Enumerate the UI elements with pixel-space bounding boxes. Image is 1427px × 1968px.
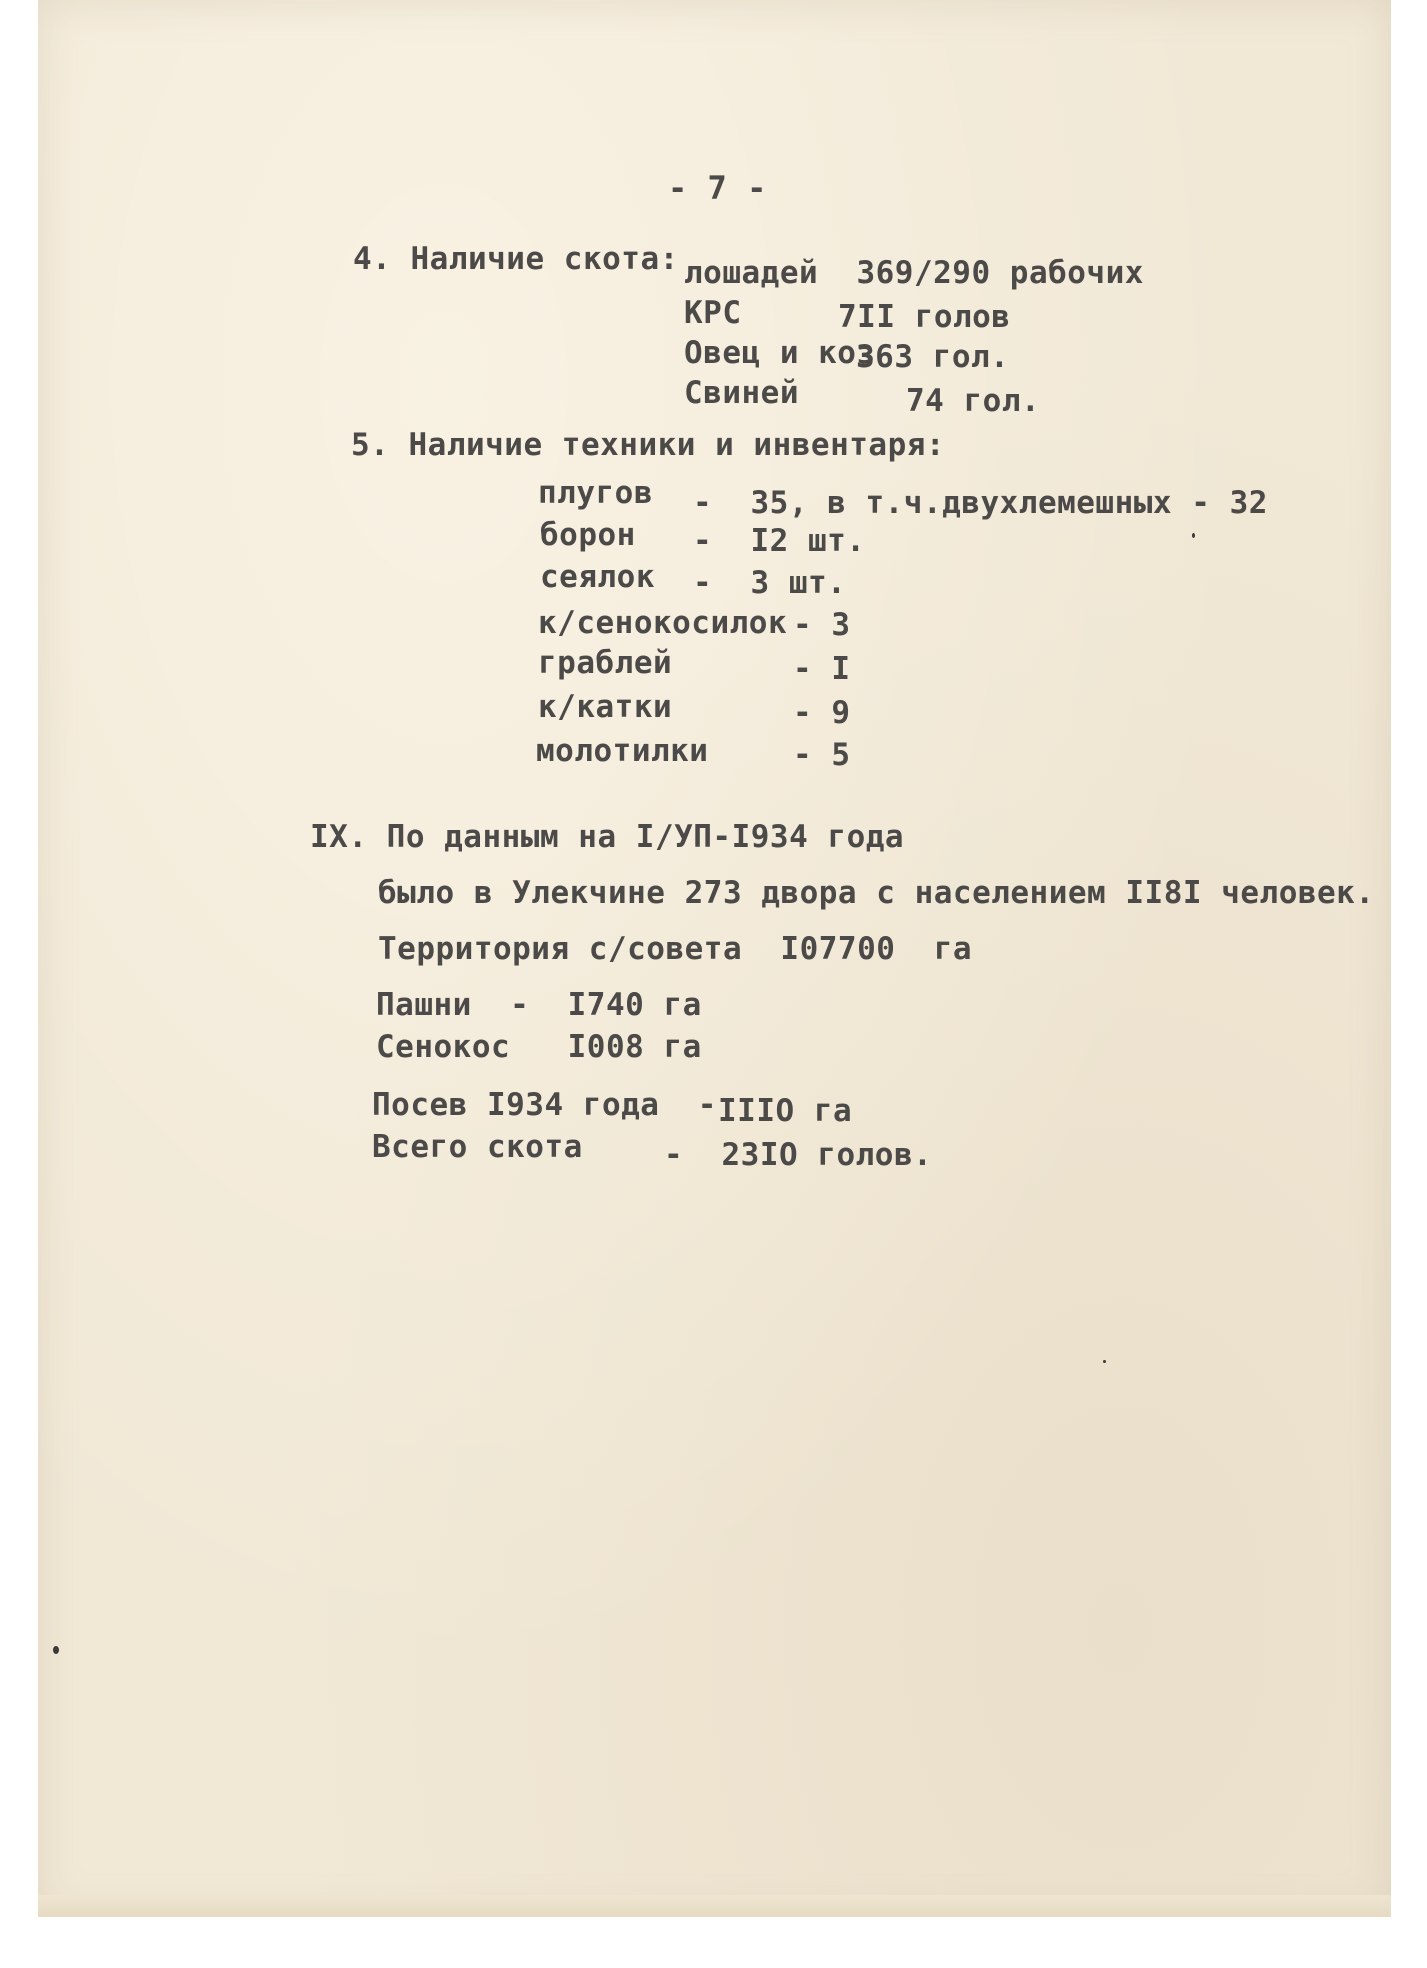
equipment-item-name: борон: [540, 517, 636, 553]
livestock-cattle-value: 7II голов: [838, 299, 1011, 335]
livestock-horses: лошадей 369/290 рабочих: [684, 255, 1144, 291]
section-ix-cattle-total-value: - 23IO голов.: [664, 1137, 933, 1173]
section-ix-households: было в Улекчине 273 двора с населением II8I человек.: [378, 875, 1375, 911]
section-ix-sown-label: Посев I934 года -: [372, 1087, 717, 1123]
livestock-pigs-value: 74 гол.: [906, 383, 1041, 419]
section-ix-territory: Территория с/совета I07700 га: [378, 931, 973, 967]
livestock-sheep-value: 363 гол.: [856, 339, 1010, 375]
equipment-item-name: сеялок: [540, 559, 655, 595]
section-ix-cattle-total-label: Всего скота: [372, 1129, 583, 1165]
section-ix-sown-value: IIIO га: [718, 1093, 853, 1129]
livestock-pigs-label: Свиней: [684, 375, 799, 411]
livestock-heading: 4. Наличие скота:: [353, 241, 679, 277]
equipment-item-value: - 3 шт.: [693, 565, 847, 601]
equipment-item-name: плугов: [538, 475, 653, 511]
equipment-item-value: - 9: [793, 695, 851, 731]
paper-speck: [1192, 533, 1195, 538]
equipment-item-value: - 3: [793, 607, 851, 643]
paper-speck: [1103, 1360, 1106, 1363]
paper-bottom-edge: [38, 1895, 1391, 1917]
equipment-item-name: к/катки: [538, 689, 673, 725]
equipment-item-value: - I: [793, 651, 851, 687]
equipment-item-value: - I2 шт.: [693, 523, 866, 559]
equipment-item-name: к/сенокосилок: [538, 605, 788, 641]
section-ix-heading: IX. По данным на I/УП-I934 года: [310, 819, 905, 855]
livestock-cattle-label: КРС: [684, 295, 742, 331]
equipment-item-name: граблей: [538, 645, 673, 681]
section-ix-hayfields: Сенокос I008 га: [376, 1029, 702, 1065]
section-ix-arable: Пашни - I740 га: [376, 987, 702, 1023]
paper-speck: [53, 1646, 59, 1654]
equipment-item-name: молотилки: [536, 733, 709, 769]
livestock-sheep-label: Овец и коз: [684, 335, 876, 371]
equipment-item-value: - 5: [793, 737, 851, 773]
equipment-heading: 5. Наличие техники и инвентаря:: [351, 427, 946, 463]
equipment-item-value: - 35, в т.ч.двухлемешных - 32: [693, 485, 1268, 521]
page-number: - 7 -: [668, 169, 767, 207]
